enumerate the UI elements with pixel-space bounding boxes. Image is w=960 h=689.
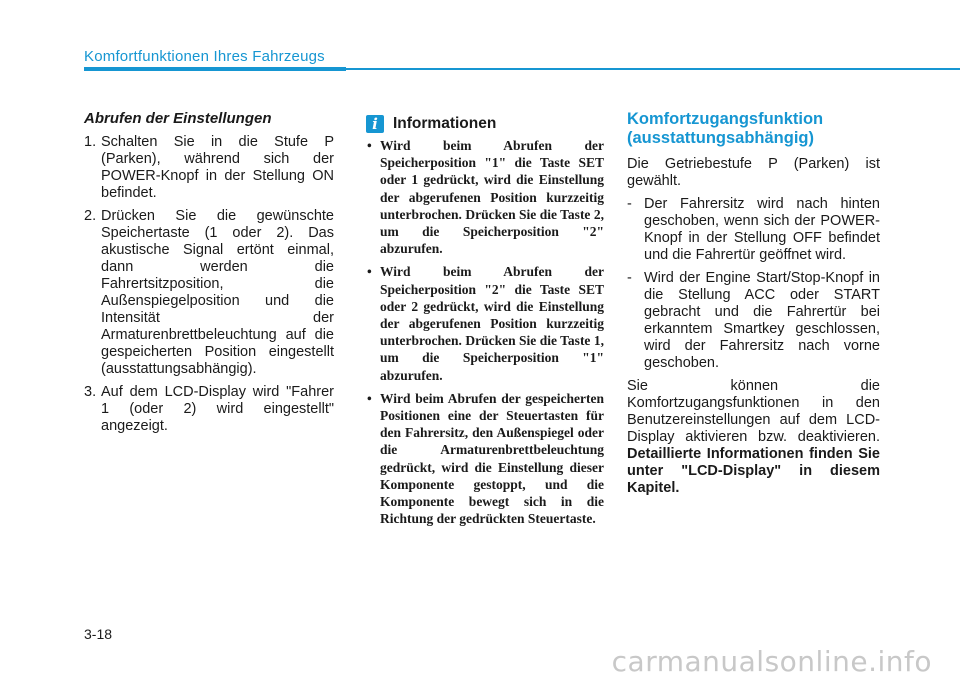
info-bullet-text: Wird beim Abrufen der Speicherposition "1" die Taste SET oder 1 gedrückt, wird die Einstellung der abgerufenen Position kurzzeitig unterbrochen. Drücken Sie die Taste 2, um die Speicherposition "2" abzurufen. [380,138,604,257]
recall-steps-list [84,134,334,435]
step-text: Schalten Sie in die Stufe P (Parken), während sich der POWER-Knopf in der Stellung ON befindet. [101,134,334,201]
step-number: 3. [84,384,97,400]
dash-item [627,196,880,264]
info-bullet-item [366,263,604,383]
header-accent-bar [84,67,346,71]
watermark: carmanualsonline.info [611,645,932,678]
column-right [627,110,880,497]
header-rule [346,68,960,70]
comfort-access-intro: Die Getriebestufe P (Parken) ist gewählt. [627,156,880,189]
step-number: 1. [84,134,97,150]
step-item [84,208,334,378]
info-icon: i [366,115,384,133]
step-item [84,134,334,202]
step-text: Auf dem LCD-Display wird "Fahrer 1 (oder 2) wird eingestellt" angezeigt. [101,384,334,434]
dash-icon: - [627,270,632,286]
comfort-access-list [627,196,880,372]
outro-bold-text: Detaillierte Informationen finden Sie unter "LCD-Display" in diesem Kapitel. [627,446,880,496]
info-bullet-item [366,390,604,528]
recall-settings-title: Abrufen der Einstellungen [84,110,272,127]
comfort-access-outro: Sie können die Komfortzugangsfunktionen in den Benutzereinstellungen auf dem LCD-Display aktivieren bzw. deaktivieren. Detaillierte Informationen finden Sie unter "LCD-Display" in diesem Kapitel. [627,378,880,496]
step-text: Drücken Sie die gewünschte Speichertaste (1 oder 2). Das akustische Signal ertönt einmal, dann werden die Fahrertsitzposition, die Außenspiegelposition und die Intensität der Armaturenbrettbeleuchtung auf die gespeicherten Position eingestellt (ausstattungsabhängig). [101,208,334,377]
dash-text: Der Fahrersitz wird nach hinten geschoben, wenn sich der POWER-Knopf in der Stellung OFF befindet und die Fahrertür geöffnet wird. [644,196,880,263]
info-bullet-item [366,137,604,257]
bullet-icon: • [367,390,372,406]
outro-text: Sie können die Komfortzugangsfunktionen in den Benutzereinstellungen auf dem LCD-Display aktivieren bzw. deaktivieren [627,378,880,445]
page-number: 3-18 [84,626,113,642]
comfort-access-title: Komfortzugangsfunktion (ausstattungsabhängig) [627,110,824,147]
column-middle [366,110,604,533]
dash-item [627,270,880,372]
info-title: Informationen [393,115,497,132]
step-item [84,384,334,435]
bullet-icon: • [367,138,372,153]
info-header [366,115,604,133]
info-bullet-text: Wird beim Abrufen der gespeicherten Positionen eine der Steuertasten für den Fahrersitz, den Außenspiegel oder die Armaturenbrettbeleuchtung gedrückt, wird die Einstellung dieser Komponente gestoppt, und die Komponente bewegt sich in die Richtung der gedrückten Steuertaste. [380,390,604,527]
info-bullet-list [366,137,604,527]
step-number: 2. [84,208,97,224]
dash-icon: - [627,196,632,212]
column-left [84,110,334,441]
info-bullet-text: Wird beim Abrufen der Speicherposition "2" die Taste SET oder 2 gedrückt, wird die Einstellung der abgerufenen Position kurzzeitig unterbrochen. Drücken Sie die Taste 1, um die Speicherposition "1" abzurufen. [380,264,604,383]
bullet-icon: • [367,264,372,280]
dash-text: Wird der Engine Start/Stop-Knopf in die Stellung ACC oder START gebracht und die Fahrertür bei erkanntem Smartkey geschlossen, wird der Fahrersitz nach vorne geschoben. [644,270,880,371]
section-header-title: Komfortfunktionen Ihres Fahrzeugs [84,48,325,65]
